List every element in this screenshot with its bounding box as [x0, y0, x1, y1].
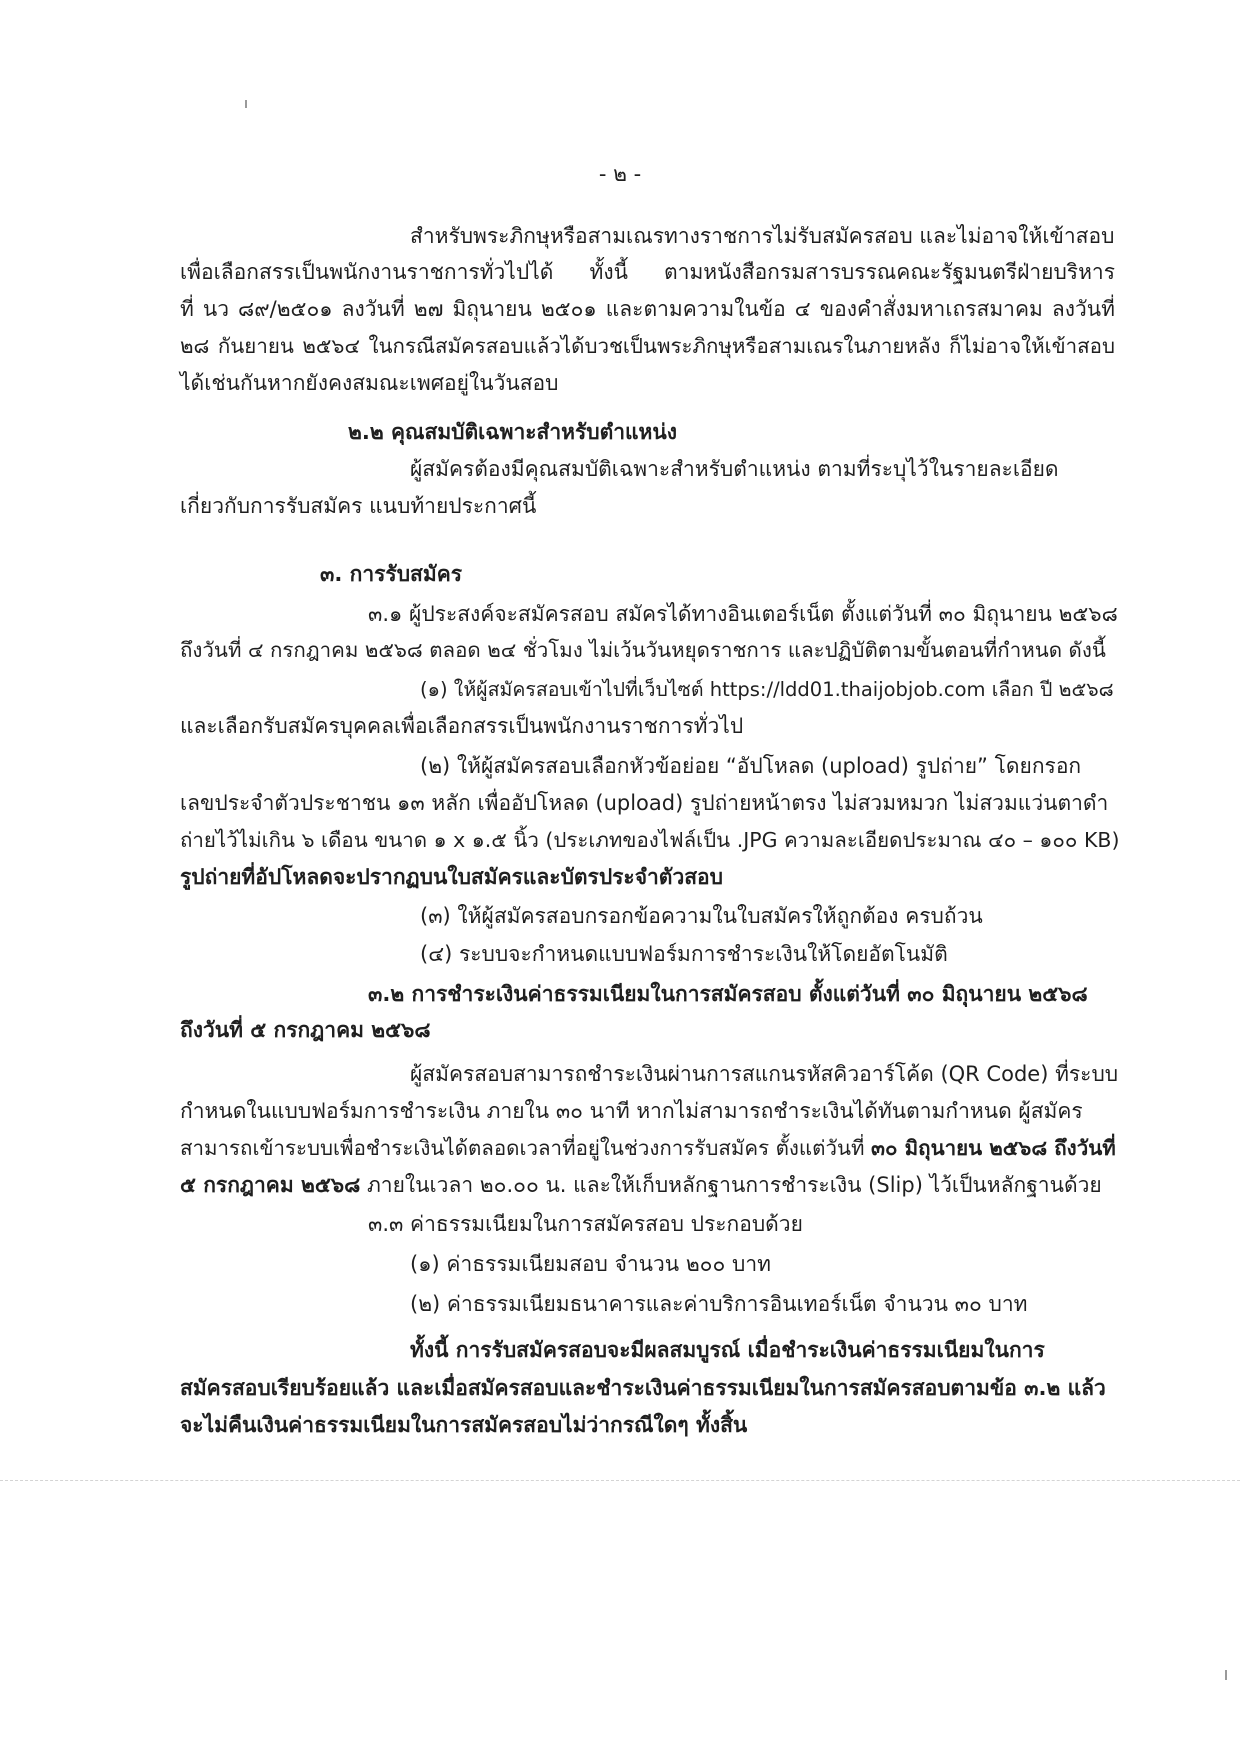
fee-item: (๒) ค่าธรรมเนียมธนาคารและค่าบริการอินเทอร์เน็ต จำนวน ๓๐ บาท: [410, 1292, 1028, 1316]
section-heading-2-2: ๒.๒ คุณสมบัติเฉพาะสำหรับตำแหน่ง: [348, 420, 678, 444]
section-3-1-line: ถึงวันที่ ๔ กรกฎาคม ๒๕๖๘ ตลอด ๒๔ ชั่วโมง ไม่เว้นวันหยุดราชการ และปฏิบัติตามขั้นตอนที่กำหนด ดังนี้: [180, 638, 1106, 662]
page-number: - ๒ -: [598, 162, 642, 186]
item-2-line: เลขประจำตัวประชาชน ๑๓ หลัก เพื่ออัปโหลด (upload) รูปถ่ายหน้าตรง ไม่สวมหมวก ไม่สวมแว่นตาดำ: [180, 791, 1109, 815]
intro-line: สำหรับพระภิกษุหรือสามเณรทางราชการไม่รับสมัครสอบ และไม่อาจให้เข้าสอบ: [410, 224, 1115, 248]
section-heading-3: ๓. การรับสมัคร: [320, 562, 463, 586]
scan-fold-line: [0, 1480, 1240, 1481]
item-3: (๓) ให้ผู้สมัครสอบกรอกข้อความในใบสมัครให้ถูกต้อง ครบถ้วน: [420, 904, 983, 928]
body-text: สามารถเข้าระบบเพื่อชำระเงินได้ตลอดเวลาที่อยู่ในช่วงการรับสมัคร ตั้งแต่วันที่: [180, 1136, 871, 1160]
closing-line: จะไม่คืนเงินค่าธรรมเนียมในการสมัครสอบไม่ว่ากรณีใดๆ ทั้งสิ้น: [180, 1413, 748, 1437]
closing-line: สมัครสอบเรียบร้อยแล้ว และเมื่อสมัครสอบและชำระเงินค่าธรรมเนียมในการสมัครสอบตามข้อ ๓.๒ แล้ว: [180, 1376, 1106, 1400]
closing-line: ทั้งนี้ การรับสมัครสอบจะมีผลสมบูรณ์ เมื่อชำระเงินค่าธรรมเนียมในการ: [410, 1338, 1045, 1362]
section-3-2-body: กำหนดในแบบฟอร์มการชำระเงิน ภายใน ๓๐ นาที หากไม่สามารถชำระเงินได้ทันตามกำหนด ผู้สมัคร: [180, 1099, 1083, 1123]
section-heading-3-2: ๓.๒ การชำระเงินค่าธรรมเนียมในการสมัครสอบ ตั้งแต่วันที่ ๓๐ มิถุนายน ๒๕๖๘: [368, 982, 1088, 1006]
section-2-2-line: เกี่ยวกับการรับสมัคร แนบท้ายประกาศนี้: [180, 494, 537, 518]
item-2-line: (๒) ให้ผู้สมัครสอบเลือกหัวข้อย่อย “อัปโหลด (upload) รูปถ่าย” โดยกรอก: [420, 754, 1082, 778]
section-3-2-body: [180, 1134, 1116, 1162]
section-2-2-line: ผู้สมัครต้องมีคุณสมบัติเฉพาะสำหรับตำแหน่ง ตามที่ระบุไว้ในรายละเอียด: [410, 457, 1059, 481]
section-3-1-line: ๓.๑ ผู้ประสงค์จะสมัครสอบ สมัครได้ทางอินเตอร์เน็ต ตั้งแต่วันที่ ๓๐ มิถุนายน ๒๕๖๘: [368, 602, 1118, 626]
section-3-2-body: [180, 1171, 1102, 1199]
body-date-bold: ๓๐ มิถุนายน ๒๕๖๘ ถึงวันที่: [871, 1136, 1116, 1160]
item-2-line: ถ่ายไว้ไม่เกิน ๖ เดือน ขนาด ๑ x ๑.๕ นิ้ว (ประเภทของไฟล์เป็น .JPG ความละเอียดประมาณ ๔๐ – ๑๐๐ KB): [180, 828, 1120, 852]
section-3-3-heading: ๓.๓ ค่าธรรมเนียมในการสมัครสอบ ประกอบด้วย: [368, 1212, 803, 1236]
intro-line: ๒๘ กันยายน ๒๕๖๔ ในกรณีสมัครสอบแล้วได้บวชเป็นพระภิกษุหรือสามเณรในภายหลัง ก็ไม่อาจให้เข้าสอบ: [180, 334, 1115, 358]
intro-line: เพื่อเลือกสรรเป็นพนักงานราชการทั่วไปได้ ทั้งนี้ ตามหนังสือกรมสารบรรณคณะรัฐมนตรีฝ่ายบริหาร: [180, 260, 1115, 284]
fee-item: (๑) ค่าธรรมเนียมสอบ จำนวน ๒๐๐ บาท: [410, 1252, 771, 1276]
item-2-line-bold: รูปถ่ายที่อัปโหลดจะปรากฏบนใบสมัครและบัตรประจำตัวสอบ: [180, 865, 723, 889]
item-4: (๔) ระบบจะกำหนดแบบฟอร์มการชำระเงินให้โดยอัตโนมัติ: [420, 942, 948, 966]
scan-speck: [1225, 1670, 1227, 1680]
item-1-line: (๑) ให้ผู้สมัครสอบเข้าไปที่เว็บไซต์ https://ldd01.thaijobjob.com เลือก ปี ๒๕๖๘: [420, 678, 1114, 701]
body-date-bold: ๕ กรกฎาคม ๒๕๖๘: [180, 1173, 361, 1197]
section-3-2-body: ผู้สมัครสอบสามารถชำระเงินผ่านการสแกนรหัสคิวอาร์โค้ด (QR Code) ที่ระบบ: [410, 1062, 1119, 1086]
scan-speck: [245, 100, 247, 108]
intro-line: ได้เช่นกันหากยังคงสมณะเพศอยู่ในวันสอบ: [180, 371, 559, 395]
section-heading-3-2: ถึงวันที่ ๕ กรกฎาคม ๒๕๖๘: [180, 1018, 431, 1042]
intro-line: ที่ นว ๘๙/๒๕๐๑ ลงวันที่ ๒๗ มิถุนายน ๒๕๐๑ และตามความในข้อ ๔ ของคำสั่งมหาเถรสมาคม ลงวันที่: [180, 297, 1115, 321]
item-1-line: และเลือกรับสมัครบุคคลเพื่อเลือกสรรเป็นพนักงานราชการทั่วไป: [180, 714, 744, 738]
body-text: ภายในเวลา ๒๐.๐๐ น. และให้เก็บหลักฐานการชำระเงิน (Slip) ไว้เป็นหลักฐานด้วย: [360, 1173, 1102, 1197]
